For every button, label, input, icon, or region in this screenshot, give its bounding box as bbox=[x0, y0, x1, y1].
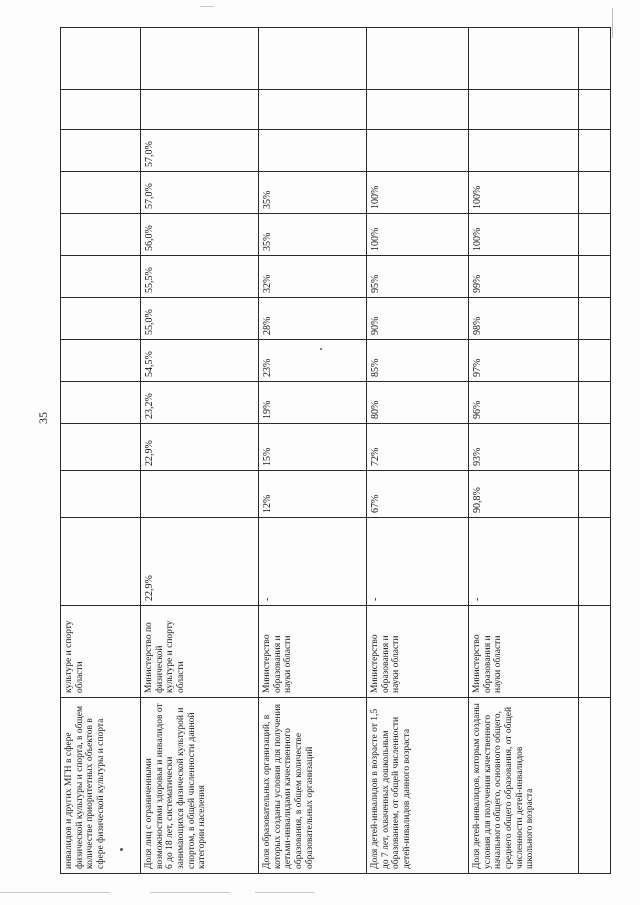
value-cell bbox=[61, 130, 141, 172]
indicator-cell bbox=[61, 698, 141, 874]
value-cell bbox=[61, 340, 141, 382]
executor-cell-text: Министерство образования и науки области bbox=[472, 634, 504, 693]
spacer-cell bbox=[469, 90, 579, 130]
indicators-table bbox=[60, 27, 611, 874]
value-cell-text: 96% bbox=[472, 400, 483, 419]
value-cell bbox=[141, 471, 259, 518]
value-cell-text: 28% bbox=[262, 316, 273, 335]
value-cell-text: 23,2% bbox=[144, 393, 155, 419]
value-cell bbox=[141, 382, 259, 424]
edge-cell bbox=[579, 90, 611, 130]
value-cell-text: 35% bbox=[262, 190, 273, 209]
value-cell-text: 12% bbox=[262, 494, 273, 513]
value-cell-text: 100% bbox=[370, 227, 381, 251]
value-cell bbox=[469, 130, 579, 172]
value-cell-text: 90,8% bbox=[472, 487, 483, 513]
value-cell-text: 57,0% bbox=[144, 141, 155, 167]
edge-cell bbox=[579, 172, 611, 214]
value-cell bbox=[367, 214, 469, 256]
value-cell bbox=[367, 298, 469, 340]
value-cell-text: 55,5% bbox=[144, 267, 155, 293]
executor-cell bbox=[469, 606, 579, 698]
value-cell bbox=[141, 340, 259, 382]
value-cell bbox=[61, 424, 141, 471]
executor-cell bbox=[367, 606, 469, 698]
indicator-cell bbox=[259, 698, 367, 874]
spacer-cell bbox=[469, 28, 579, 90]
value-cell bbox=[469, 256, 579, 298]
value-cell bbox=[61, 172, 141, 214]
scan-artifact-right bbox=[612, 8, 613, 38]
edge-cell bbox=[579, 256, 611, 298]
value-cell bbox=[469, 340, 579, 382]
base-value-cell bbox=[61, 518, 141, 606]
value-cell bbox=[259, 382, 367, 424]
table-row bbox=[61, 28, 141, 874]
value-cell bbox=[367, 172, 469, 214]
value-cell bbox=[259, 298, 367, 340]
executor-cell bbox=[61, 606, 141, 698]
value-cell-text: 99% bbox=[472, 274, 483, 293]
value-cell-text: 80% bbox=[370, 400, 381, 419]
value-cell bbox=[61, 256, 141, 298]
value-cell bbox=[259, 471, 367, 518]
value-cell-text: 15% bbox=[262, 447, 273, 466]
executor-cell-text: Министерство по физической культуре и спорту области bbox=[144, 620, 186, 693]
edge-cell bbox=[579, 424, 611, 471]
value-cell bbox=[141, 424, 259, 471]
value-cell-text: 90% bbox=[370, 316, 381, 335]
value-cell bbox=[469, 471, 579, 518]
value-cell bbox=[61, 471, 141, 518]
table-edge-row bbox=[579, 28, 611, 874]
value-cell bbox=[469, 298, 579, 340]
table-row bbox=[367, 28, 469, 874]
indicator-cell bbox=[469, 698, 579, 874]
value-cell-text: 22,9% bbox=[144, 440, 155, 466]
value-cell bbox=[61, 382, 141, 424]
table-row bbox=[469, 28, 579, 874]
value-cell-text: 56,0% bbox=[144, 225, 155, 251]
value-cell-text: 57,0% bbox=[144, 183, 155, 209]
value-cell bbox=[367, 130, 469, 172]
table-row bbox=[259, 28, 367, 874]
spacer-cell bbox=[61, 90, 141, 130]
edge-cell bbox=[579, 518, 611, 606]
value-cell-text: 35% bbox=[262, 232, 273, 251]
value-cell-text: 100% bbox=[370, 185, 381, 209]
spacer-cell bbox=[367, 28, 469, 90]
edge-cell bbox=[579, 28, 611, 90]
value-cell bbox=[367, 340, 469, 382]
value-cell bbox=[469, 424, 579, 471]
value-cell-text: 54,5% bbox=[144, 351, 155, 377]
base-value-cell-text: 22,9% bbox=[144, 575, 155, 601]
value-cell-text: 72% bbox=[370, 447, 381, 466]
value-cell bbox=[141, 298, 259, 340]
indicator-cell bbox=[141, 698, 259, 874]
value-cell-text: 55,0% bbox=[144, 309, 155, 335]
value-cell-text: 97% bbox=[472, 358, 483, 377]
edge-cell bbox=[579, 382, 611, 424]
edge-cell bbox=[579, 298, 611, 340]
page-number: 35 bbox=[36, 412, 50, 424]
executor-cell bbox=[141, 606, 259, 698]
executor-cell bbox=[259, 606, 367, 698]
value-cell bbox=[141, 214, 259, 256]
scan-artifact-top bbox=[200, 6, 214, 7]
edge-cell bbox=[579, 471, 611, 518]
value-cell bbox=[259, 172, 367, 214]
value-cell-text: 23% bbox=[262, 358, 273, 377]
rotated-table-wrapper bbox=[60, 28, 610, 874]
value-cell bbox=[259, 214, 367, 256]
base-value-cell-text: - bbox=[472, 597, 483, 601]
spacer-cell bbox=[61, 28, 141, 90]
value-cell bbox=[141, 172, 259, 214]
value-cell-text: 98% bbox=[472, 316, 483, 335]
value-cell bbox=[469, 382, 579, 424]
value-cell bbox=[259, 340, 367, 382]
edge-cell bbox=[579, 214, 611, 256]
value-cell bbox=[141, 256, 259, 298]
spacer-cell bbox=[259, 28, 367, 90]
indicator-cell-text: Доля детей-инвалидов, которым созданы условия для получения качественного начального общего, основного общего, среднего общего образования, от общей численности детей-инвалидов школьного возраста bbox=[472, 703, 536, 869]
value-cell-text: 19% bbox=[262, 400, 273, 419]
base-value-cell-text: - bbox=[370, 597, 381, 601]
value-cell bbox=[469, 214, 579, 256]
indicator-cell-text: Доля лиц с ограниченными возможностями здоровья и инвалидов от 6 до 18 лет, систематически занимающихся физической культурой и спортом, в общей численности данной категории населения bbox=[144, 703, 208, 869]
value-cell bbox=[469, 172, 579, 214]
base-value-cell bbox=[259, 518, 367, 606]
executor-cell-text: Министерство образования и науки области bbox=[370, 634, 402, 693]
value-cell bbox=[259, 256, 367, 298]
executor-cell-text: культуре и спорту области bbox=[64, 620, 85, 693]
value-cell-text: 32% bbox=[262, 274, 273, 293]
value-cell bbox=[259, 424, 367, 471]
scan-artifact-bottom-3 bbox=[255, 892, 315, 893]
edge-cell bbox=[579, 130, 611, 172]
value-cell bbox=[259, 130, 367, 172]
value-cell bbox=[61, 298, 141, 340]
value-cell-text: 93% bbox=[472, 447, 483, 466]
value-cell bbox=[367, 424, 469, 471]
spacer-cell bbox=[367, 90, 469, 130]
edge-cell bbox=[579, 340, 611, 382]
base-value-cell-text: - bbox=[262, 597, 273, 601]
base-value-cell bbox=[141, 518, 259, 606]
scan-artifact-bottom bbox=[0, 892, 110, 893]
base-value-cell bbox=[367, 518, 469, 606]
value-cell-text: 95% bbox=[370, 274, 381, 293]
spacer-cell bbox=[259, 90, 367, 130]
spacer-cell bbox=[141, 28, 259, 90]
value-cell-text: 100% bbox=[472, 185, 483, 209]
indicator-cell-text: Доля образовательных организаций, в которых созданы условия для получения детьми-инвалидами качественного образования, в общем количестве образовательных организаций bbox=[262, 703, 315, 869]
value-cell bbox=[367, 256, 469, 298]
indicator-cell bbox=[367, 698, 469, 874]
value-cell bbox=[141, 130, 259, 172]
value-cell-text: 85% bbox=[370, 358, 381, 377]
scan-artifact-bottom-2 bbox=[150, 892, 230, 893]
value-cell bbox=[61, 214, 141, 256]
table-row bbox=[141, 28, 259, 874]
edge-cell bbox=[579, 698, 611, 874]
value-cell-text: 100% bbox=[472, 227, 483, 251]
value-cell bbox=[367, 471, 469, 518]
indicator-cell-text: инвалидов и других МГН в сфере физической культуры и спорта, в общем количестве приоритетных объектов в сфере физической культуры и спорта bbox=[64, 705, 106, 869]
edge-cell bbox=[579, 606, 611, 698]
value-cell bbox=[367, 382, 469, 424]
value-cell-text: 67% bbox=[370, 494, 381, 513]
indicator-cell-text: Доля детей-инвалидов в возрасте от 1,5 до 7 лет, охваченных дошкольным образованием, от общей численности детей-инвалидов данного возраста bbox=[370, 708, 412, 869]
base-value-cell bbox=[469, 518, 579, 606]
executor-cell-text: Министерство образования и науки области bbox=[262, 634, 294, 693]
spacer-cell bbox=[141, 90, 259, 130]
